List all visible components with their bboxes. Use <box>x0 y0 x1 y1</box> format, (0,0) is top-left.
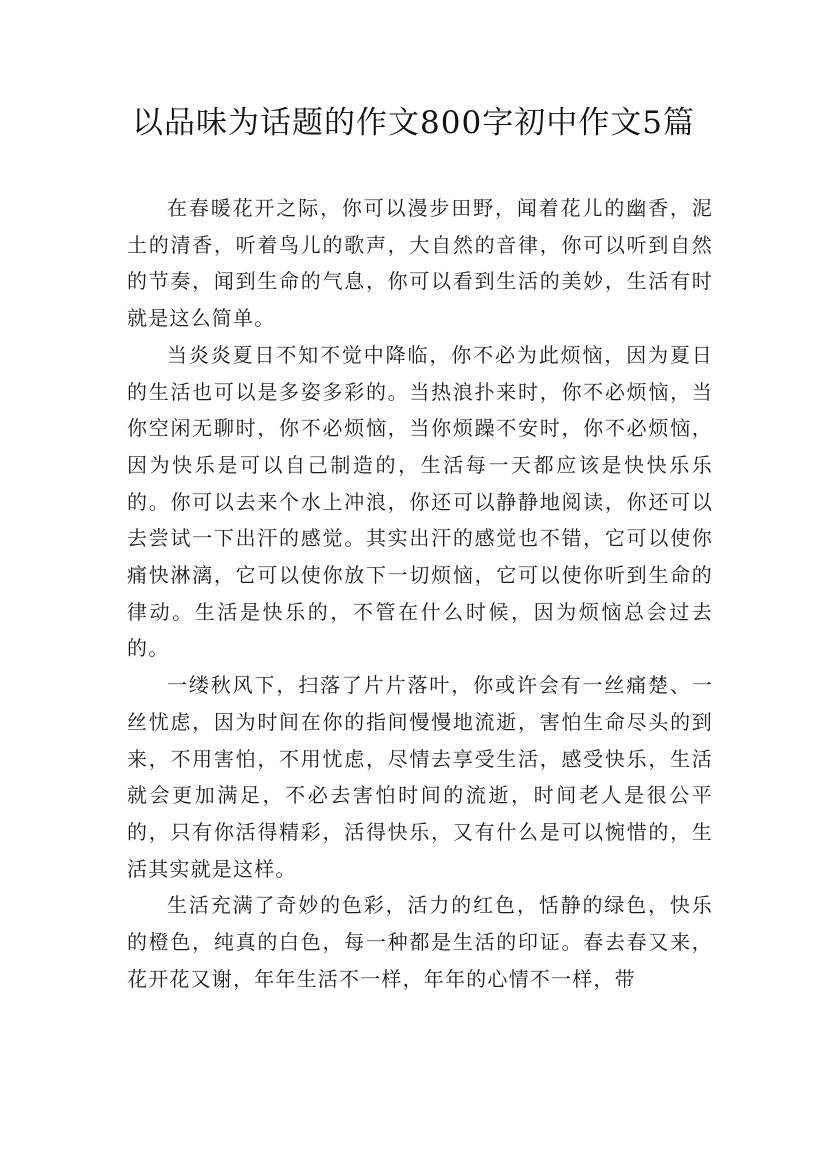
paragraph-3: 一缕秋风下，扫落了片片落叶，你或许会有一丝痛楚、一丝忧虑，因为时间在你的指间慢慢地流逝，害怕生命尽头的到来，不用害怕，不用忧虑，尽情去享受生活，感受快乐，生活就会更加满足，不必去害怕时间的流逝，时间老人是很公平的，只有你活得精彩，活得快乐，又有什么是可以惋惜的，生活其实就是这样。 <box>127 673 713 881</box>
paragraph-1: 在春暖花开之际，你可以漫步田野，闻着花儿的幽香，泥土的清香，听着鸟儿的歌声，大自然的音律，你可以听到自然的节奏，闻到生命的气息，你可以看到生活的美妙，生活有时就是这么简单。 <box>127 196 713 331</box>
document-body <box>127 190 713 997</box>
paragraph-2: 当炎炎夏日不知不觉中降临，你不必为此烦恼，因为夏日的生活也可以是多姿多彩的。当热浪扑来时，你不必烦恼，当你空闲无聊时，你不必烦恼，当你烦躁不安时，你不必烦恼，因为快乐是可以自己制造的，生活每一天都应该是快快乐乐的。你可以去来个水上冲浪，你还可以静静地阅读，你还可以去尝试一下出汗的感觉。其实出汗的感觉也不错，它可以使你痛快淋漓，它可以使你放下一切烦恼，它可以使你听到生命的律动。生活是快乐的，不管在什么时候，因为烦恼总会过去的。 <box>127 342 713 661</box>
paragraph-4: 生活充满了奇妙的色彩，活力的红色，恬静的绿色，快乐的橙色，纯真的白色，每一种都是生活的印证。春去春又来，花开花又谢，年年生活不一样，年年的心情不一样，带 <box>127 893 713 991</box>
document-title: 以品味为话题的作文800字初中作文5篇 <box>132 105 695 141</box>
